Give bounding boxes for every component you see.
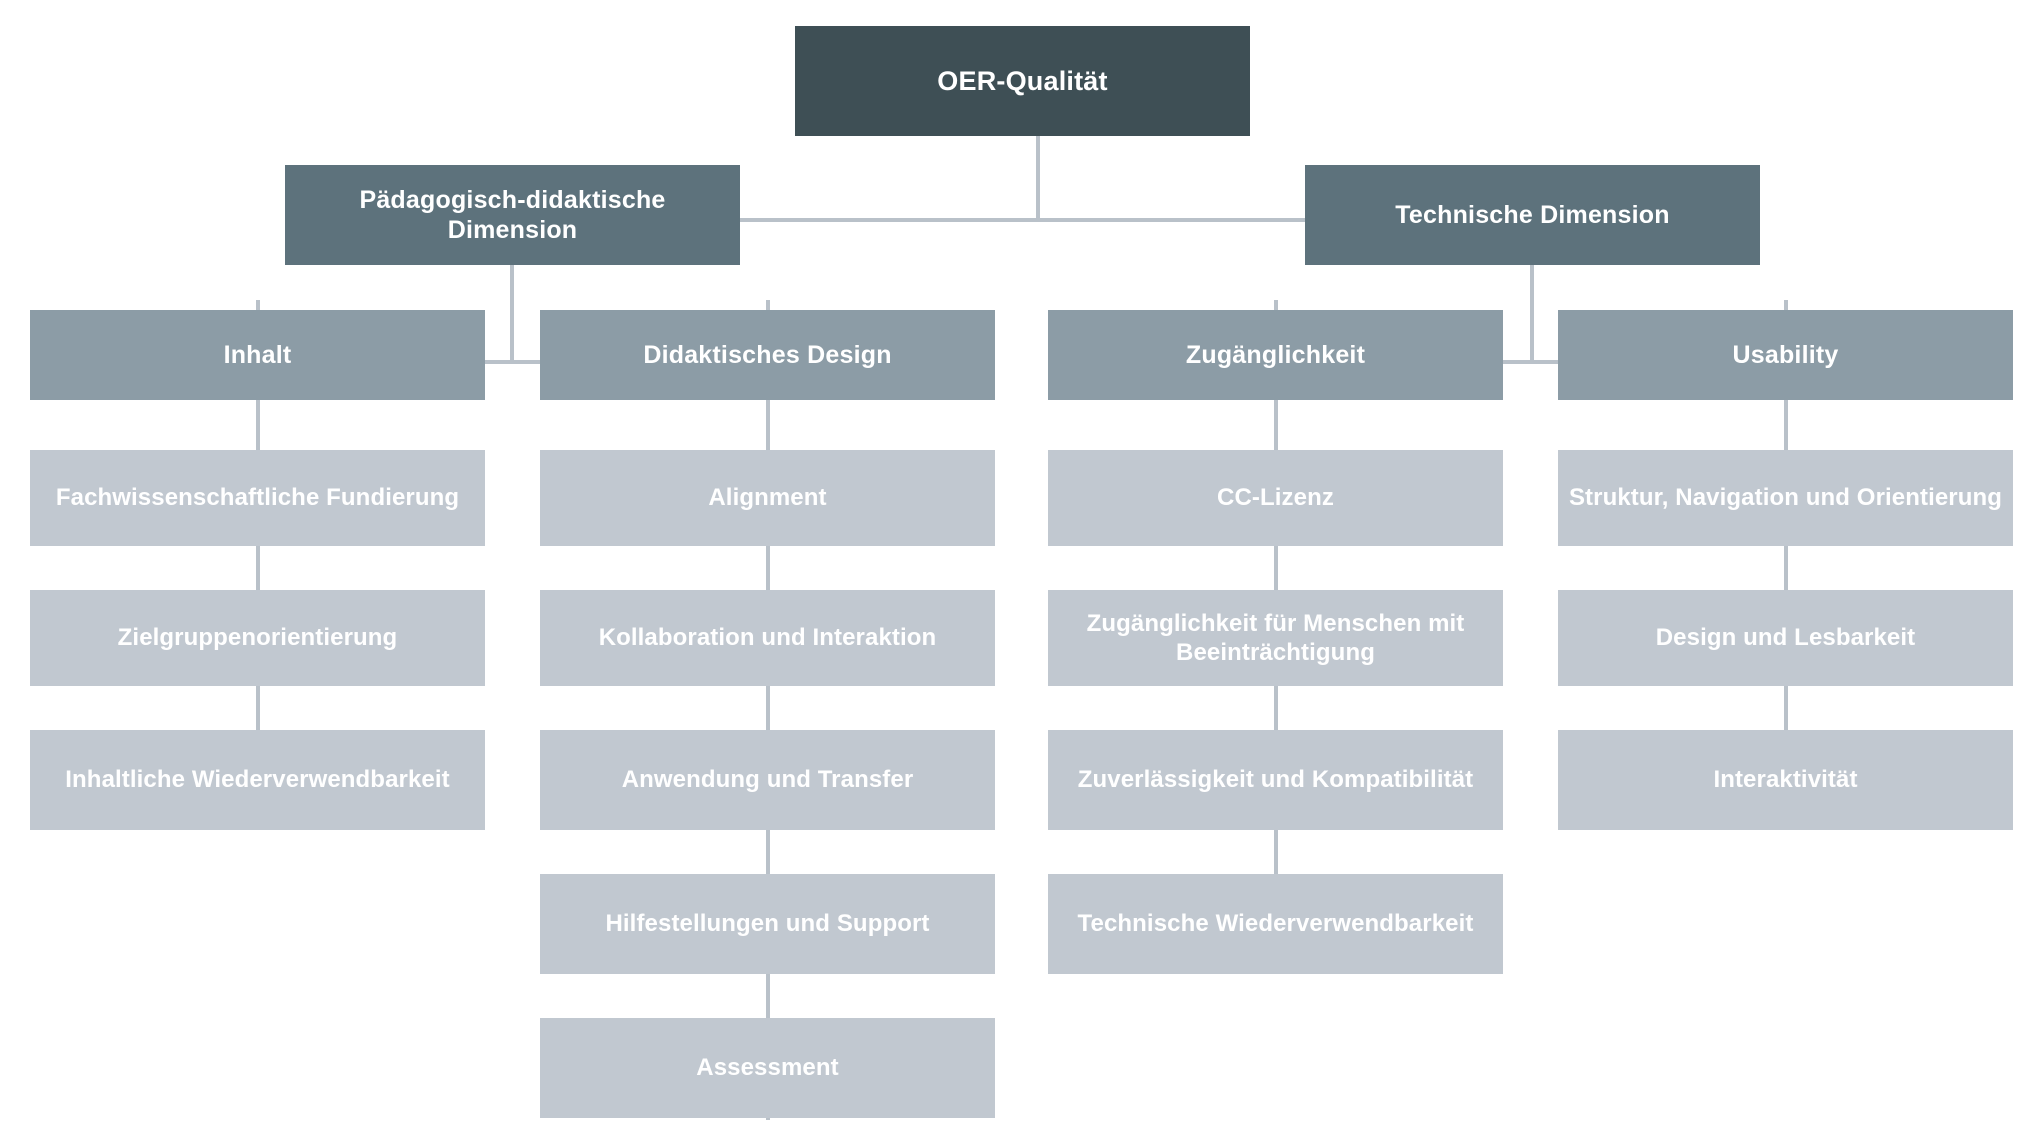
connector-dim-left-down [510,264,514,364]
node-category-zugaenglichkeit[interactable] [1048,310,1503,400]
node-label: Hilfestellungen und Support [605,910,930,938]
node-criterion-zugaenglichkeit-beeintraechtigung[interactable] [1048,590,1503,686]
node-label: Kollaboration und Interaktion [598,624,937,652]
node-category-didaktisches-design[interactable] [540,310,995,400]
node-criterion-technische-wiederverwendbarkeit[interactable] [1048,874,1503,974]
node-label: Design und Lesbarkeit [1655,624,1916,652]
node-label: Zuverlässigkeit und Kompatibilität [1077,766,1474,794]
node-criterion-hilfestellungen-und-support[interactable] [540,874,995,974]
node-criterion-anwendung-und-transfer[interactable] [540,730,995,830]
node-criterion-interaktivitaet[interactable] [1558,730,2013,830]
node-label: Zugänglichkeit [1185,340,1366,369]
node-label: Technische Wiederverwendbarkeit [1077,910,1474,938]
node-label: Pädagogisch-didaktische Dimension [359,185,666,244]
node-criterion-zuverlaessigkeit-und-kompatibilitaet[interactable] [1048,730,1503,830]
node-label: Inhaltliche Wiederverwendbarkeit [65,766,450,794]
node-category-inhalt[interactable] [30,310,485,400]
node-label: Technische Dimension [1395,200,1670,229]
node-label: Anwendung und Transfer [621,766,914,794]
node-criterion-fachwissenschaftliche-fundierung[interactable] [30,450,485,546]
node-label: Struktur, Navigation und Orientierung [1568,484,2003,512]
node-criterion-design-und-lesbarkeit[interactable] [1558,590,2013,686]
node-criterion-inhaltliche-wiederverwendbarkeit[interactable] [30,730,485,830]
node-criterion-assessment[interactable] [540,1018,995,1118]
node-criterion-alignment[interactable] [540,450,995,546]
node-dimension-paedagogisch-didaktisch[interactable] [285,165,740,265]
connector-dim-right-down [1530,264,1534,364]
node-label: Assessment [696,1054,839,1082]
node-criterion-zielgruppenorientierung[interactable] [30,590,485,686]
node-label: Inhalt [223,340,292,369]
node-label: Interaktivität [1713,766,1858,794]
node-label: Didaktisches Design [643,340,892,369]
node-label: Alignment [708,484,827,512]
node-label: Zielgruppenorientierung [117,624,398,652]
node-label: Usability [1732,340,1839,369]
node-label: Zugänglichkeit für Menschen mit Beeinträchtigung [1086,609,1465,666]
node-criterion-kollaboration-und-interaktion[interactable] [540,590,995,686]
node-label: CC-Lizenz [1217,484,1334,512]
connector-root-down [1036,136,1040,220]
node-label: OER-Qualität [937,65,1108,96]
node-category-usability[interactable] [1558,310,2013,400]
node-criterion-cc-lizenz[interactable] [1048,450,1503,546]
node-criterion-struktur-navigation-orientierung[interactable] [1558,450,2013,546]
node-dimension-technisch[interactable] [1305,165,1760,265]
node-label: Fachwissenschaftliche Fundierung [55,484,460,512]
node-root-oer-qualitaet[interactable] [795,26,1250,136]
